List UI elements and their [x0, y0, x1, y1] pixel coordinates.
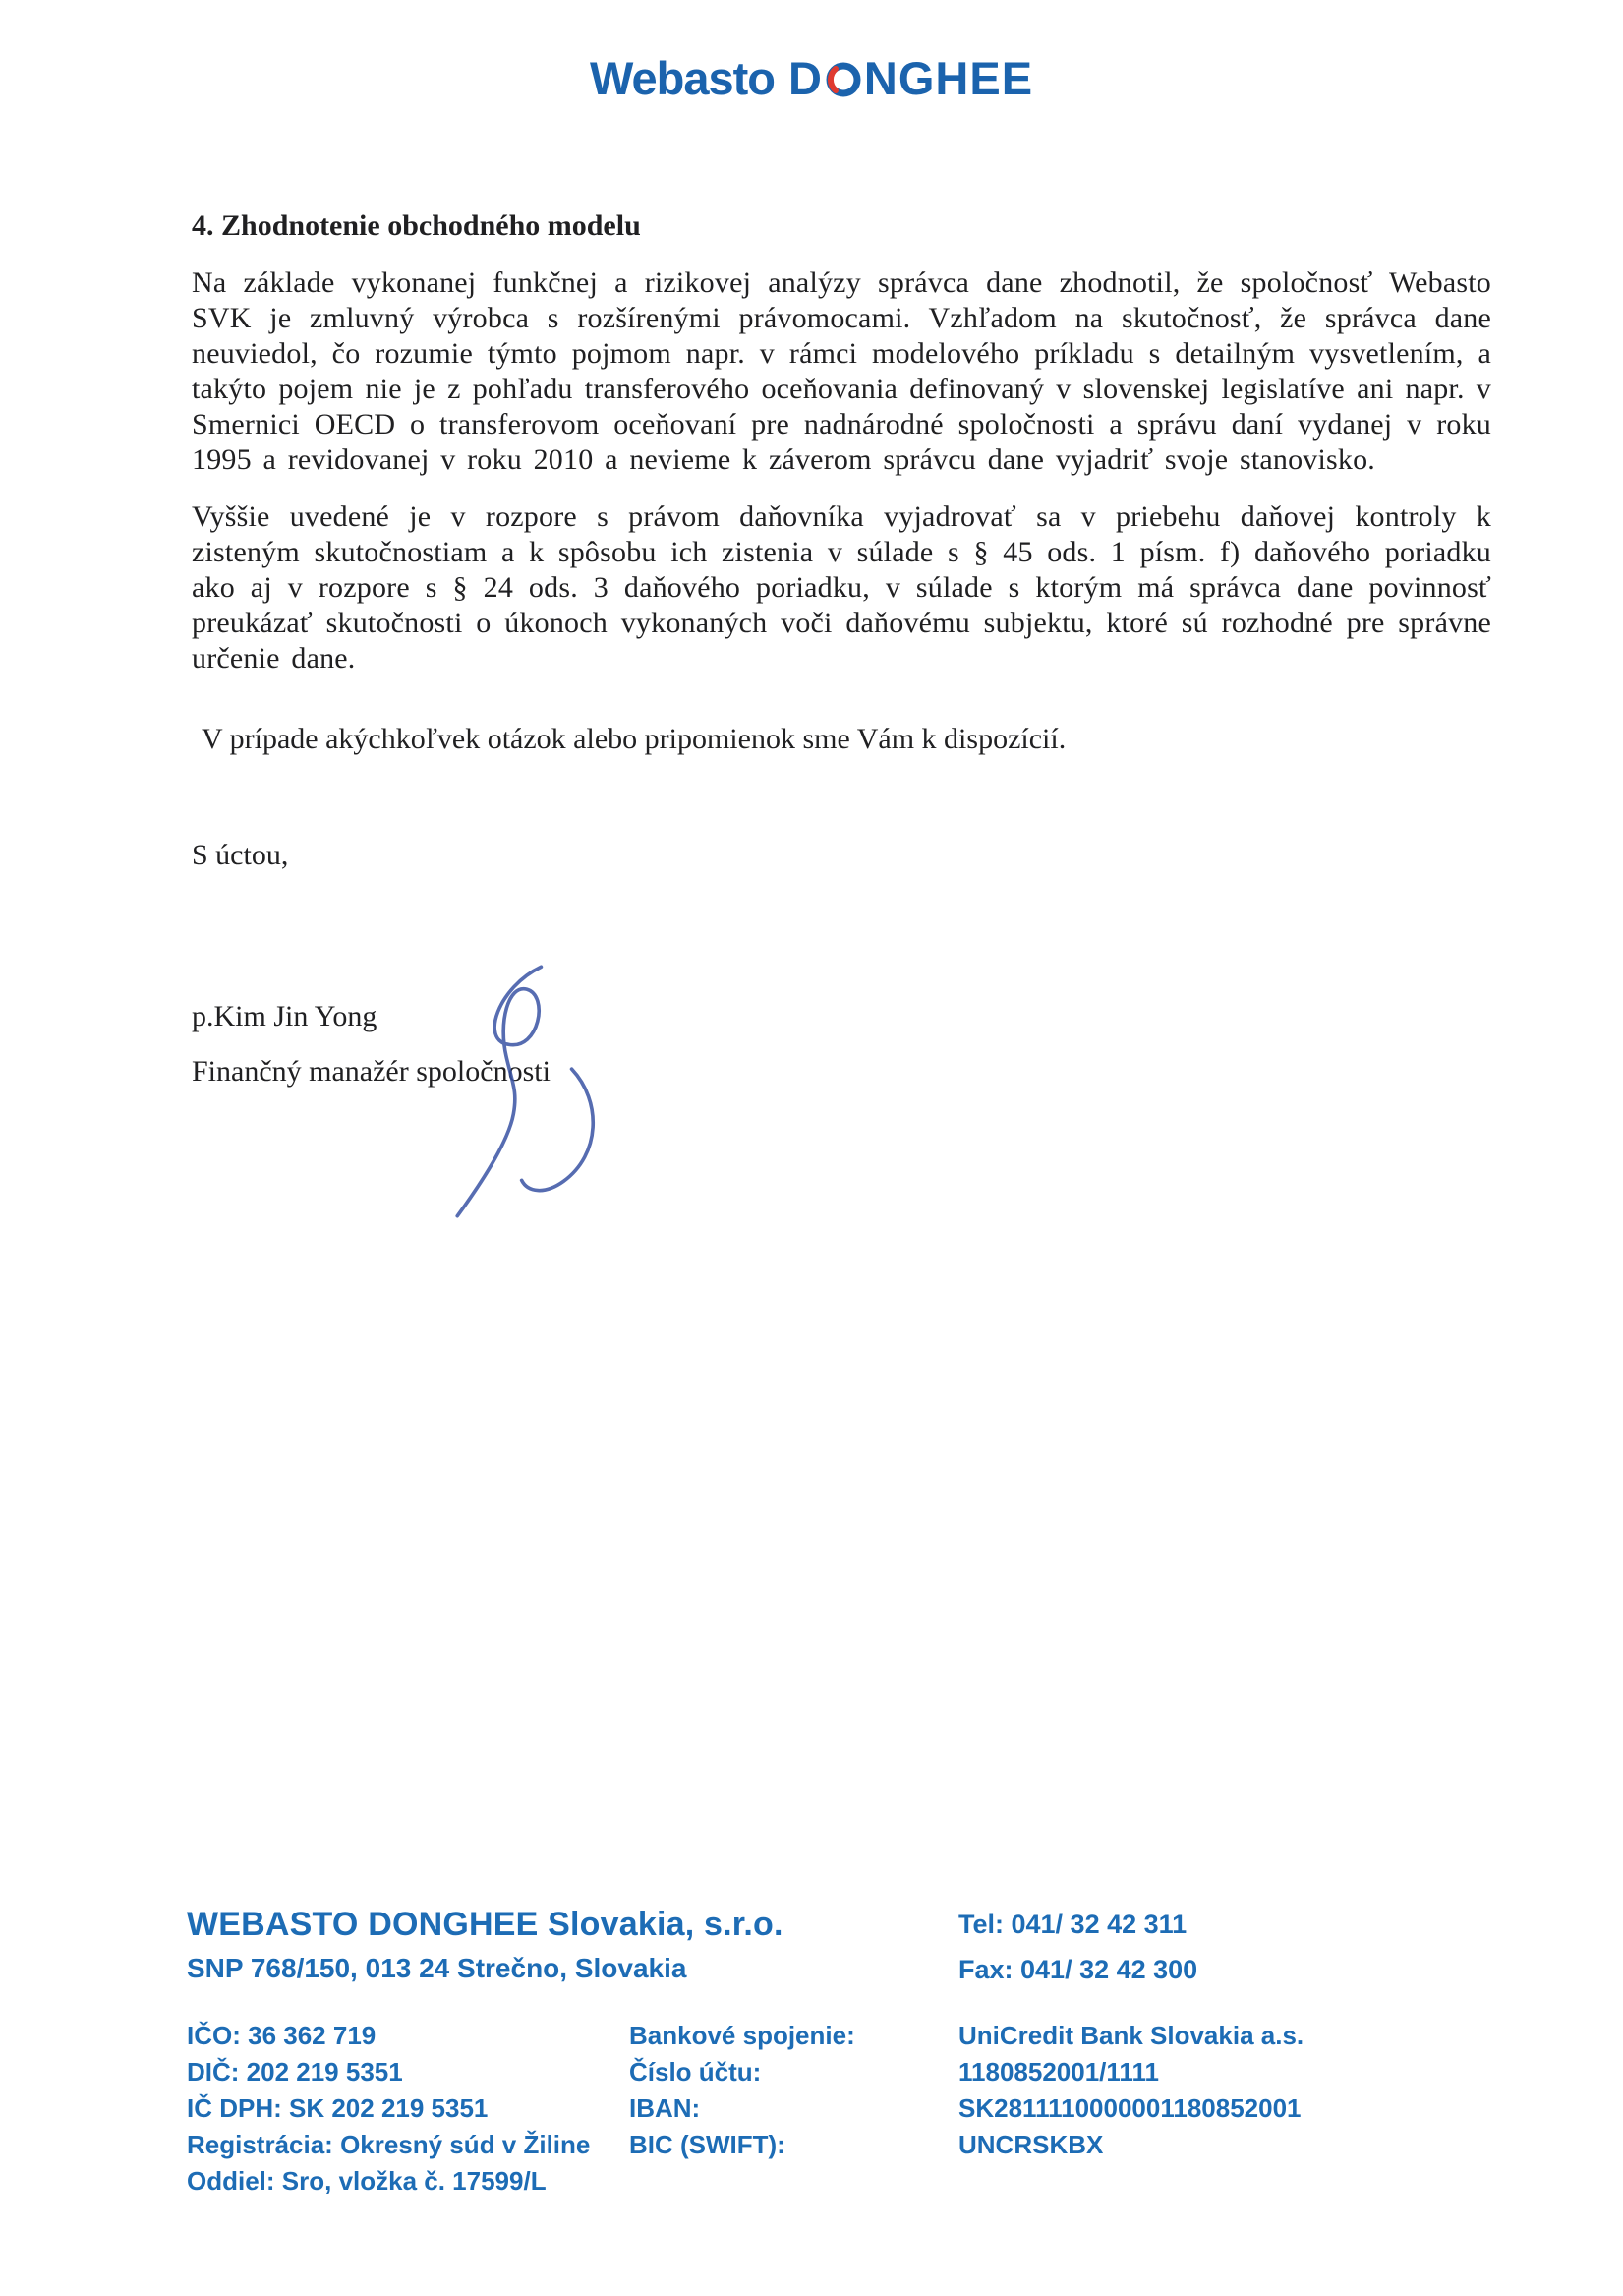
footer-bank-values-column	[958, 2018, 1304, 2163]
paragraph-legal-objection: Vyššie uvedené je v rozpore s právom daňovníka vyjadrovať sa v priebehu daňovej kontroly k zisteným skutočnostiam a k spôsobu ich zistenia v súlade s § 45 ods. 1 písm. f) daňového poriadku ako aj v rozpore s § 24 ods. 3 daňového poriadku, v súlade s ktorým má správca dane povinnosť preukázať skutočnosti o úkonoch vykonaných voči daňovému subjektu, ktoré sú rozhodné pre správne určenie dane.	[192, 500, 1491, 675]
section-heading: 4. Zhodnotenie obchodného modelu	[192, 209, 641, 242]
bank-label-iban: IBAN:	[629, 2093, 701, 2123]
bank-value-iban: SK2811110000001180852001	[958, 2093, 1302, 2123]
signer-name: p.Kim Jin Yong	[192, 1000, 377, 1032]
bank-value-bic: UNCRSKBX	[958, 2130, 1104, 2159]
salutation: S úctou,	[192, 839, 289, 871]
signer-title: Finančný manažér spoločnosti	[192, 1055, 551, 1088]
registry-line-ico: IČO: 36 362 719	[187, 2021, 377, 2050]
logo-donghee-rest: NGHEE	[863, 52, 1034, 104]
registry-line-registracia: Registrácia: Okresný súd v Žiline	[187, 2130, 591, 2159]
logo-webasto-text: Webasto	[589, 52, 775, 104]
footer	[187, 1906, 1543, 2230]
logo-donghee-text	[788, 52, 1033, 104]
letter-body	[192, 208, 1491, 1089]
registry-line-icdph: IČ DPH: SK 202 219 5351	[187, 2093, 489, 2123]
footer-tel: Tel: 041/ 32 42 311	[958, 1910, 1188, 1939]
bank-value-bank-name: UniCredit Bank Slovakia a.s.	[958, 2021, 1304, 2050]
footer-fax: Fax: 041/ 32 42 300	[958, 1955, 1198, 1984]
bank-label-spojenie: Bankové spojenie:	[629, 2021, 855, 2050]
company-logo	[0, 51, 1623, 105]
registry-line-oddiel: Oddiel: Sro, vložka č. 17599/L	[187, 2166, 547, 2196]
footer-company-address: SNP 768/150, 013 24 Strečno, Slovakia	[187, 1953, 687, 1983]
bank-label-bic: BIC (SWIFT):	[629, 2130, 785, 2159]
footer-company-name: WEBASTO DONGHEE Slovakia, s.r.o.	[187, 1906, 783, 1943]
closing-remark: V prípade akýchkoľvek otázok alebo pripomienok sme Vám k dispozícií.	[202, 723, 1067, 755]
paragraph-functional-analysis: Na základe vykonanej funkčnej a rizikovej analýzy správca dane zhodnotil, že spoločnosť Webasto SVK je zmluvný výrobca s rozšírenými právomocami. Vzhľadom na skutočnosť, že správca dane neuviedol, čo rozumie týmto pojmom napr. v rámci modelového príkladu s detailným vysvetlením, a takýto pojem nie je z pohľadu transferového oceňovania definovaný v slovenskej legislatíve ani napr. v Smernici OECD o transferovom oceňovaní pre nadnárodné spoločnosti a správu daní vydanej v roku 1995 a revidovanej v roku 2010 a nevieme k záverom správcu dane vyjadriť svoje stanovisko.	[192, 266, 1491, 476]
footer-registry-column	[187, 2018, 590, 2200]
bank-label-cislo-uctu: Číslo účtu:	[629, 2057, 762, 2087]
footer-bank-labels-column	[629, 2018, 855, 2163]
registry-line-dic: DIČ: 202 219 5351	[187, 2057, 403, 2087]
bank-value-account: 1180852001/1111	[958, 2057, 1159, 2087]
logo-o-icon	[824, 59, 863, 98]
logo-donghee-d: D	[787, 52, 823, 104]
